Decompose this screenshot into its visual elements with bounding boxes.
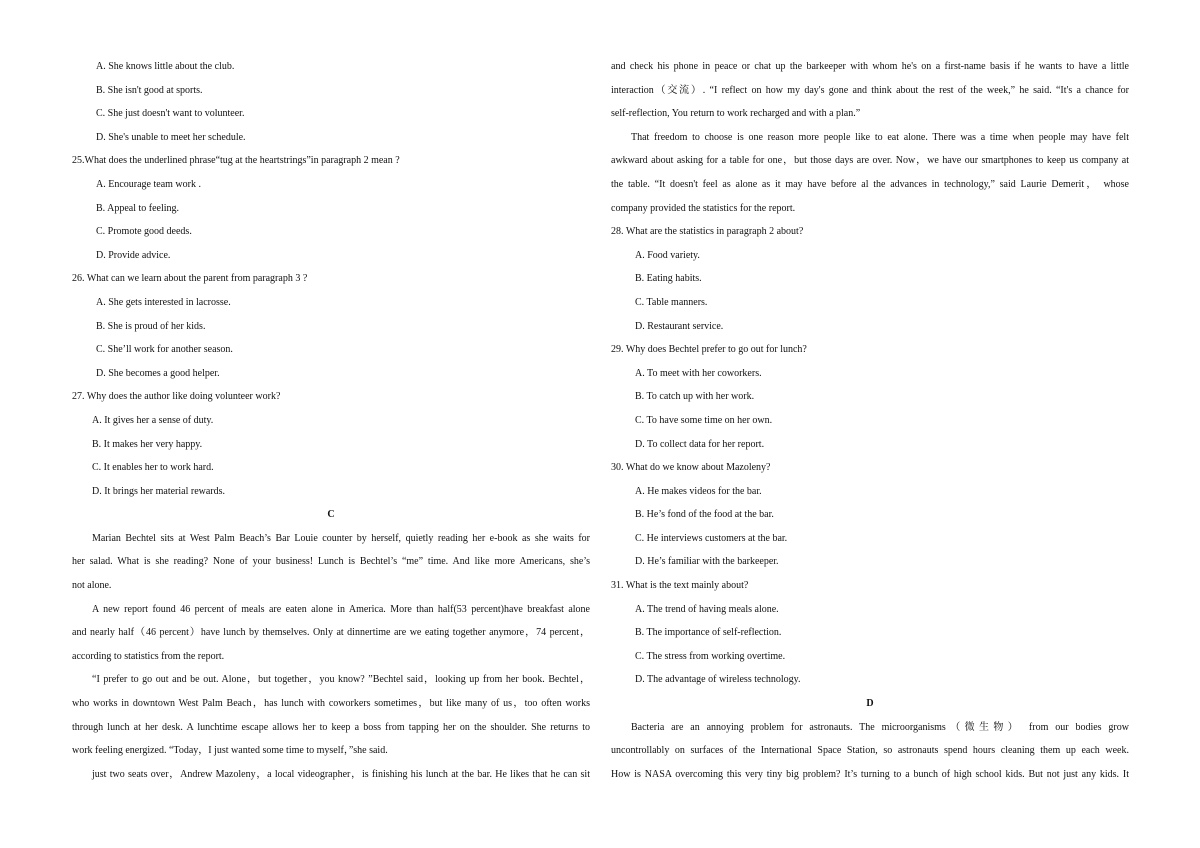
q26-option-a: A. She gets interested in lacrosse. <box>96 296 231 308</box>
q29-stem: 29. Why does Bechtel prefer to go out for lunch? <box>611 344 807 356</box>
section-c-heading: C <box>327 509 335 521</box>
q31-option-c: C. The stress from working overtime. <box>635 650 786 662</box>
q27-option-d: D. It brings her material rewards. <box>92 485 226 497</box>
passage-c-line: work feeling energized. “Today，I just wanted some time to myself，”she said. <box>72 745 388 757</box>
q24-option-b: B. She isn't good at sports. <box>96 84 203 96</box>
q28-option-b: B. Eating habits. <box>635 273 702 285</box>
q29-option-b: B. To catch up with her work. <box>635 391 755 403</box>
passage-c-line: interaction（交流）. “I reflect on how my day's gone and think about the rest of the week,” he said. “It's a chance for <box>611 84 1129 96</box>
q27-option-c: C. It enables her to work hard. <box>92 462 214 474</box>
q29-option-c: C. To have some time on her own. <box>635 414 773 426</box>
q24-option-d: D. She's unable to meet her schedule. <box>96 131 246 143</box>
passage-c-line: company provided the statistics for the report. <box>611 202 796 214</box>
q26-stem: 26. What can we learn about the parent from paragraph 3 ? <box>72 273 308 285</box>
q30-stem: 30. What do we know about Mazoleny? <box>611 462 771 474</box>
q25-option-a: A. Encourage team work . <box>96 178 201 190</box>
left-column <box>72 55 590 786</box>
passage-c-line: the table. “It doesn't feel as alone as it may have before al the advances in technology,” said Laurie Demerit， whose <box>611 178 1129 190</box>
passage-c-line: her salad. What is she reading? None of your business! Lunch is Bechtel’s “me” time. And like more Americans, she’s <box>72 556 590 568</box>
q25-option-c: C. Promote good deeds. <box>96 226 192 238</box>
passage-d-line: Bacteria are an annoying problem for astronauts. The microorganisms（微生物） from our bodies grow <box>631 721 1129 733</box>
q27-option-b: B. It makes her very happy. <box>92 438 203 450</box>
q30-option-c: C. He interviews customers at the bar. <box>635 532 788 544</box>
q30-option-b: B. He’s fond of the food at the bar. <box>635 509 774 521</box>
q28-option-a: A. Food variety. <box>635 249 700 261</box>
passage-d-line: uncontrollably on surfaces of the International Space Station, so astronauts spend hours cleaning them up each week. <box>611 745 1129 757</box>
passage-c-line: and nearly half（46 percent）have lunch by themselves. Only at dinnertime are we eating together anymore，74 percent， <box>72 627 590 639</box>
q31-option-d: D. The advantage of wireless technology. <box>635 674 801 686</box>
q31-stem: 31. What is the text mainly about? <box>611 580 749 592</box>
q24-option-c: C. She just doesn't want to volunteer. <box>96 108 245 120</box>
q25-option-d: D. Provide advice. <box>96 249 171 261</box>
passage-c-line: through lunch at her desk. A lunchtime escape allows her to keep a boss from tapping her on the shoulder. She returns to <box>72 721 590 733</box>
right-column <box>611 55 1129 786</box>
q26-option-d: D. She becomes a good helper. <box>96 367 220 379</box>
passage-c-line: and check his phone in peace or chat up the barkeeper with whom he's on a first-name basis if he wants to have a little <box>611 61 1129 72</box>
q29-option-a: A. To meet with her coworkers. <box>635 367 762 379</box>
passage-c-line: “I prefer to go out and be out. Alone，but together，you know? ”Bechtel said，looking up from her book. Bechtel， <box>92 674 590 686</box>
passage-d-line: How is NASA overcoming this very tiny big problem? It’s turning to a bunch of high school kids. But not just any kids. It <box>611 768 1129 780</box>
passage-c-line: according to statistics from the report. <box>72 650 225 662</box>
q27-option-a: A. It gives her a sense of duty. <box>92 414 214 426</box>
passage-c-line: just two seats over，Andrew Mazoleny，a local videographer，is finishing his lunch at the bar. He likes that he can sit <box>92 768 590 780</box>
q24-option-a: A. She knows little about the club. <box>96 61 235 72</box>
passage-c-line: A new report found 46 percent of meals are eaten alone in America. More than half(53 percent)have breakfast alone <box>92 603 590 615</box>
q26-option-c: C. She’ll work for another season. <box>96 344 233 356</box>
passage-c-line: Marian Bechtel sits at West Palm Beach’s Bar Louie counter by herself, quietly reading her e-book as she waits for <box>92 532 590 544</box>
section-d-heading: D <box>866 698 874 710</box>
q25-option-b: B. Appeal to feeling. <box>96 202 180 214</box>
q28-option-d: D. Restaurant service. <box>635 320 724 332</box>
q28-stem: 28. What are the statistics in paragraph 2 about? <box>611 226 804 238</box>
q25-stem: 25.What does the underlined phrase“tug at the heartstrings”in paragraph 2 mean ? <box>72 155 400 167</box>
q30-option-a: A. He makes videos for the bar. <box>635 485 762 497</box>
passage-c-line: self-reflection, You return to work recharged and with a plan.” <box>611 108 861 120</box>
q31-option-b: B. The importance of self-reflection. <box>635 627 782 639</box>
q30-option-d: D. He’s familiar with the barkeeper. <box>635 556 779 568</box>
q26-option-b: B. She is proud of her kids. <box>96 320 206 332</box>
passage-c-line: who works in downtown West Palm Beach，has lunch with coworkers sometimes，but like many of us，too often works <box>72 698 590 710</box>
q29-option-d: D. To collect data for her report. <box>635 438 765 450</box>
passage-c-line: That freedom to choose is one reason more people like to eat alone. There was a time when people may have felt <box>631 131 1129 143</box>
passage-c-line: awkward about asking for a table for one，but those days are over. Now，we have our smartphones to keep us company at <box>611 155 1129 167</box>
q28-option-c: C. Table manners. <box>635 296 708 308</box>
q27-stem: 27. Why does the author like doing volunteer work? <box>72 391 281 403</box>
q31-option-a: A. The trend of having meals alone. <box>635 603 779 615</box>
passage-c-line: not alone. <box>72 580 112 592</box>
